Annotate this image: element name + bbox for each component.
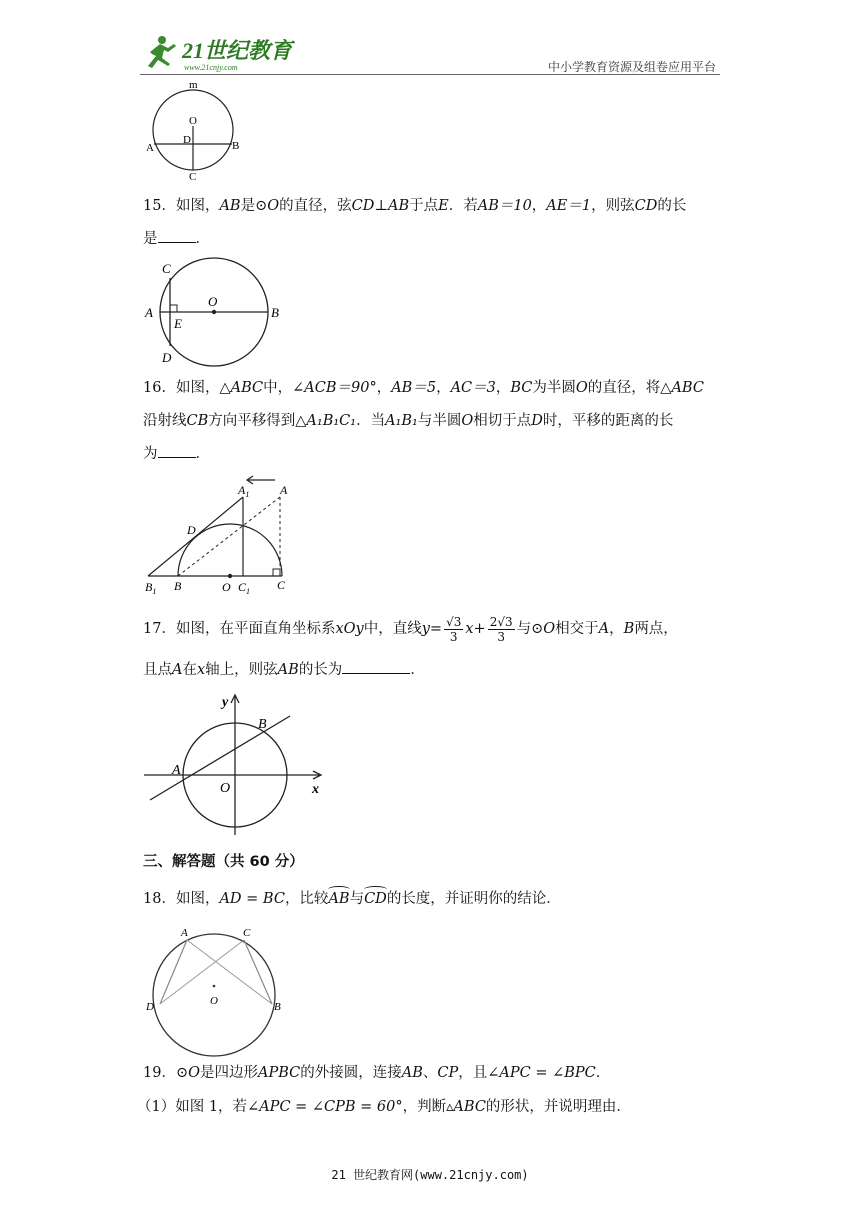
header-logo <box>140 30 293 74</box>
logo-sub: www.21cnjy.com <box>184 63 238 72</box>
svg-text:D: D <box>187 523 196 537</box>
figure-15 <box>140 258 290 368</box>
q16-answer-blank <box>158 457 196 458</box>
header-divider <box>140 74 720 75</box>
svg-text:D: D <box>162 350 172 365</box>
arc-cd: CD <box>364 891 387 907</box>
section-3-heading: 三、解答题（共 60 分） <box>143 854 304 870</box>
fig14-label-c: C <box>189 171 197 183</box>
q19-line1: 19．⊙O是四边形APBC的外接圆，连接AB、CP，且∠APC = ∠BPC． <box>143 1065 611 1081</box>
svg-text:A: A <box>280 483 288 497</box>
figure-18 <box>140 922 300 1056</box>
q16-line2: 沿射线CB方向平移得到△A₁B₁C₁．当A₁B₁与半圆O相切于点D时，平移的距离的长 <box>143 413 674 429</box>
fraction-2: $\frac{2√3}{3}$ <box>489 614 513 644</box>
q17-answer-blank <box>342 673 410 674</box>
logo-text: 21世纪教育 <box>182 38 293 63</box>
q16-line3: 为 ． <box>143 446 210 462</box>
svg-text:D: D <box>146 1001 154 1013</box>
q15-answer-blank <box>158 242 196 243</box>
svg-text:O: O <box>208 294 218 309</box>
fig14-label-b: B <box>232 140 240 152</box>
fig14-label-m: m <box>189 79 198 91</box>
fraction-1: $\frac{√3}{3}$ <box>446 614 462 644</box>
svg-text:A: A <box>181 927 188 939</box>
arc-ab: AB <box>328 891 350 907</box>
q17-line1: 17．如图，在平面直角坐标系xOy中，直线y= $\frac{√3}{3}$ x+ $\frac{2√3}{3}$ 与⊙O相交于A，B两点， <box>143 614 678 644</box>
runner-icon <box>148 36 176 68</box>
figure-16 <box>140 470 305 598</box>
q18-line: 18．如图，AD = BC，比较AB与CD的长度，并证明你的结论． <box>143 891 561 907</box>
svg-text:O: O <box>222 580 231 594</box>
svg-text:x: x <box>312 782 319 797</box>
figure-17 <box>140 690 330 836</box>
q16-line1: 16．如图，△ABC中，∠ACB＝90°，AB＝5，AC＝3，BC为半圆O的直径，将△ABC <box>143 380 704 396</box>
svg-text:C1: $C_1$ <box>238 580 251 596</box>
fig14-label-o: O <box>189 115 197 127</box>
svg-text:O: O <box>220 781 231 796</box>
svg-text:C: C <box>162 261 171 276</box>
svg-text:B: B <box>271 305 279 320</box>
q15-line2: 是 ． <box>143 231 210 247</box>
q19-sub1: （1）如图 1，若∠APC = ∠CPB = 60°，判断▵ABC的形状，并说明理由． <box>137 1099 631 1115</box>
svg-text:O: O <box>210 995 218 1007</box>
svg-text:y: y <box>222 695 229 710</box>
svg-text:B1: $B_1$ <box>145 580 157 596</box>
q17-line2: 且点A在x轴上，则弦AB的长为 ． <box>143 662 425 678</box>
svg-text:B: B <box>258 717 267 732</box>
svg-text:A: A <box>172 763 181 778</box>
fig14-label-d: D <box>183 134 191 146</box>
svg-text:A: A <box>145 305 153 320</box>
svg-text:C: C <box>277 578 286 592</box>
figure-14 <box>140 78 250 182</box>
svg-text:E: E <box>174 316 182 331</box>
svg-text:B: B <box>174 579 182 593</box>
svg-text:C: C <box>243 927 251 939</box>
footer: 21 世纪教育网(www.21cnjy.com) <box>331 1168 529 1182</box>
q15-line1: 15．如图，AB是⊙O的直径，弦CD⊥AB于点E．若AB＝10，AE＝1，则弦CD的长 <box>143 198 687 214</box>
svg-text:A1: $A_1$ <box>238 483 250 499</box>
header-platform: 中小学教育资源及组卷应用平台 <box>548 60 717 74</box>
svg-text:B: B <box>274 1001 281 1013</box>
fig14-label-a: A <box>146 142 154 154</box>
